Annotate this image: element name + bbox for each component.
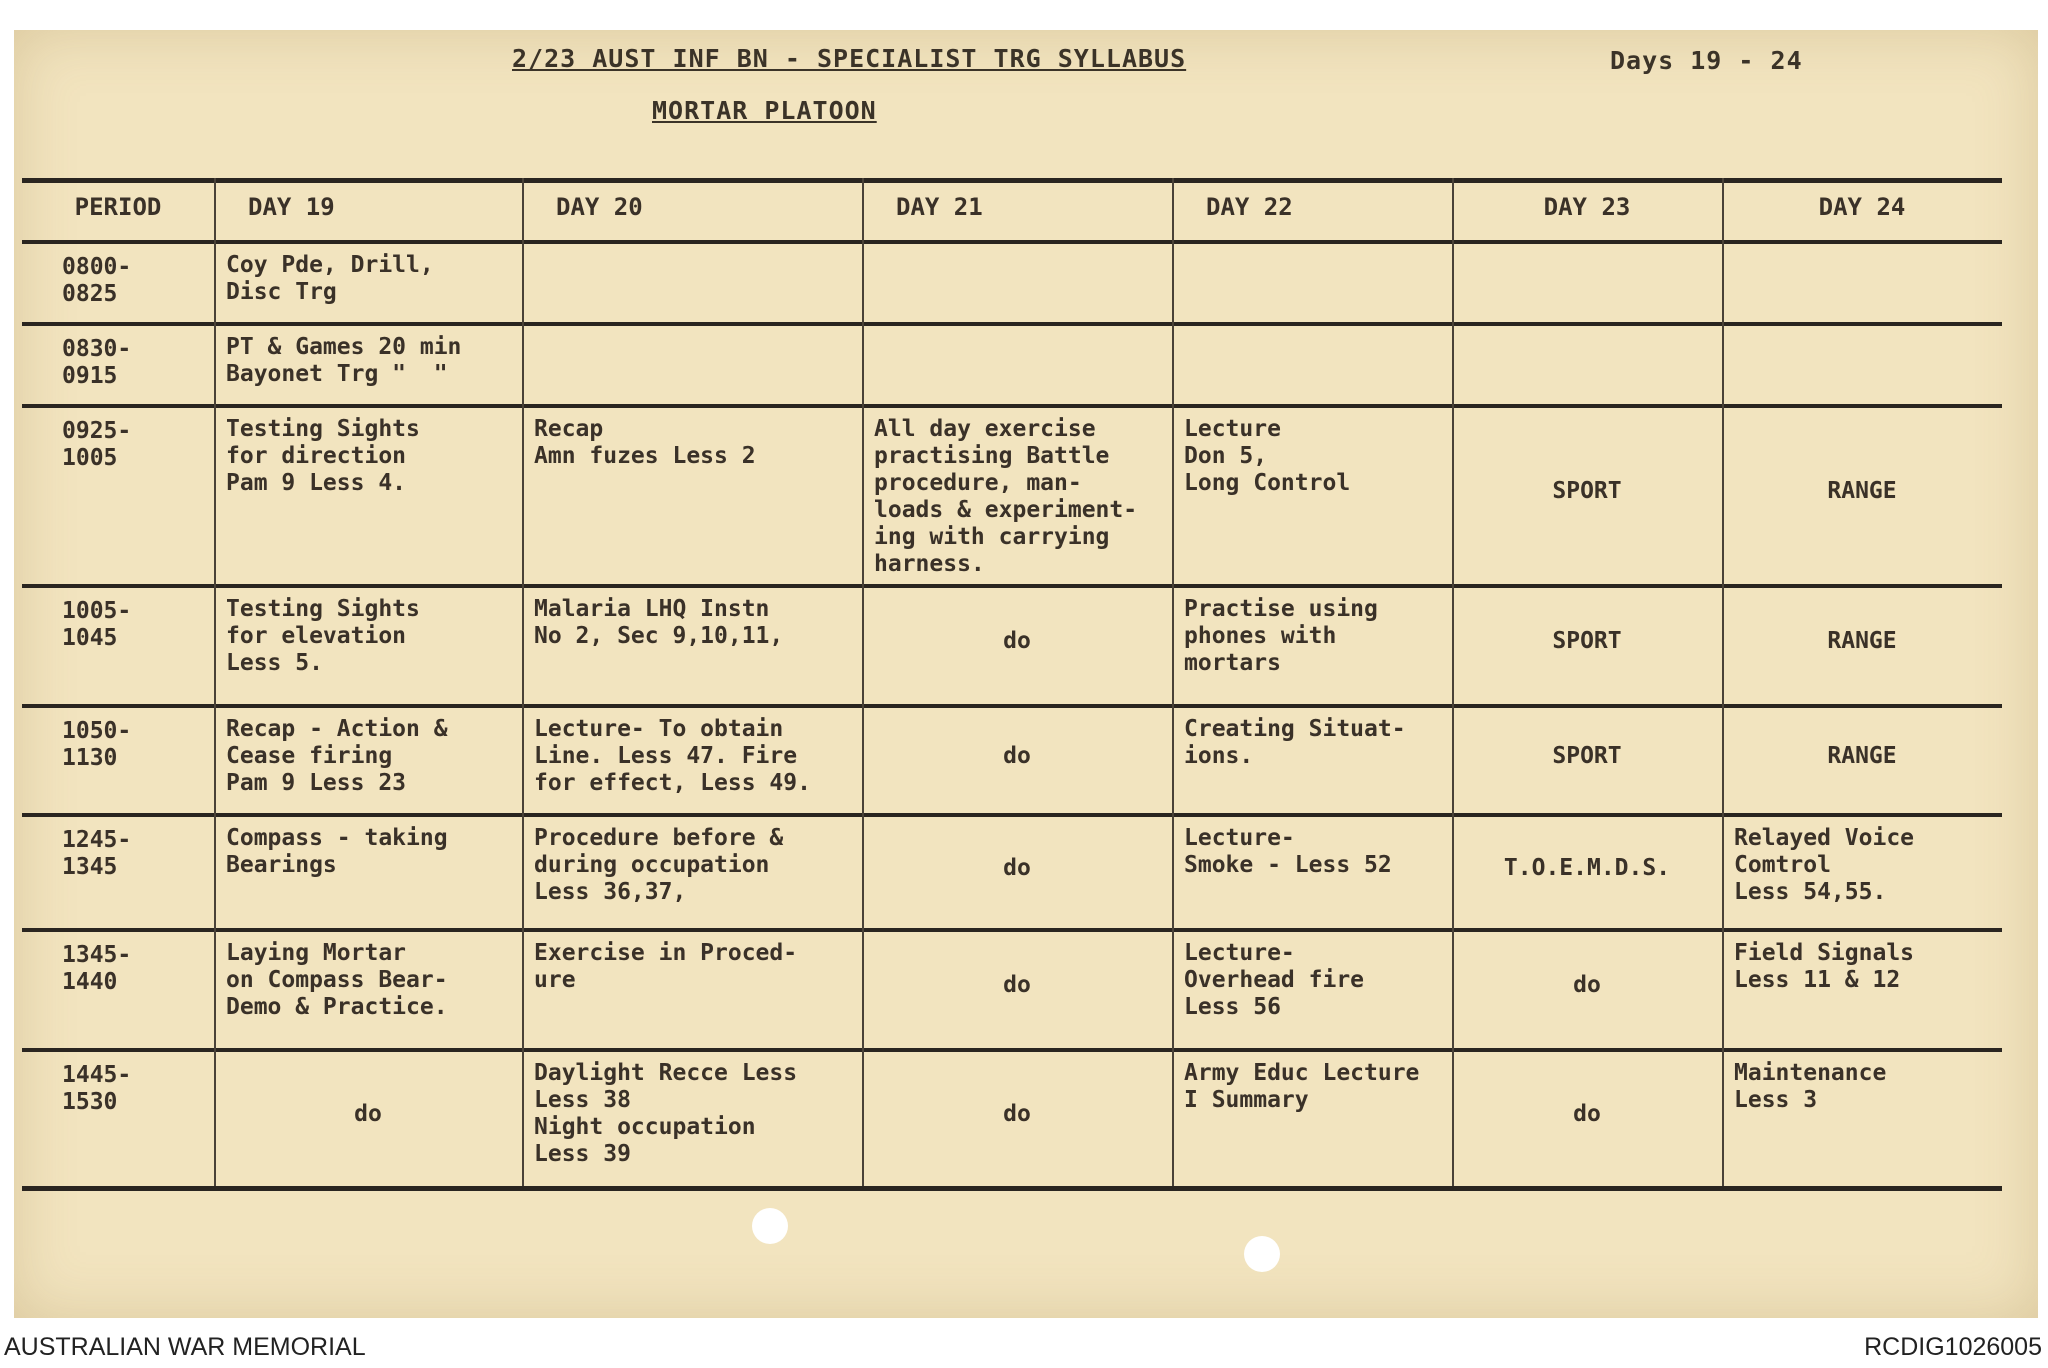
period-cell: 0925- 1005 xyxy=(62,418,132,471)
table-cell: Testing Sights for elevation Less 5. xyxy=(226,596,420,676)
footer-credit: AUSTRALIAN WAR MEMORIAL xyxy=(4,1333,366,1361)
table-cell: do xyxy=(1003,628,1031,654)
period-cell: 0830- 0915 xyxy=(62,336,132,389)
column-header: DAY 22 xyxy=(1206,193,1293,221)
table-cell: Lecture Don 5, Long Control xyxy=(1184,416,1351,496)
table-cell: Coy Pde, Drill, Disc Trg xyxy=(226,252,434,305)
table-cell: Recap - Action & Cease firing Pam 9 Less 23 xyxy=(226,716,448,796)
column-header: DAY 19 xyxy=(248,193,335,221)
table-cell: Recap Amn fuzes Less 2 xyxy=(534,416,756,469)
document-title: 2/23 AUST INF BN - SPECIALIST TRG SYLLABUS xyxy=(512,44,1187,73)
table-cell: RANGE xyxy=(1827,628,1897,654)
table-cell: do xyxy=(1003,972,1031,998)
table-cell: do xyxy=(354,1101,382,1127)
table-cell: do xyxy=(1003,854,1031,881)
table-cell: Testing Sights for direction Pam 9 Less 4. xyxy=(226,416,420,496)
table-cell: PT & Games 20 min Bayonet Trg " " xyxy=(226,334,462,387)
table-cell: Daylight Recce Less Less 38 Night occupation Less 39 xyxy=(534,1060,798,1167)
table-column-divider xyxy=(214,178,216,1186)
table-rule xyxy=(22,322,2002,326)
table-cell: Exercise in Proced- ure xyxy=(534,940,798,993)
table-cell: do xyxy=(1573,972,1601,998)
table-column-divider xyxy=(862,178,864,1186)
table-cell: RANGE xyxy=(1827,742,1897,769)
table-cell: SPORT xyxy=(1552,628,1622,654)
table-rule xyxy=(22,178,2002,183)
document-subtitle: MORTAR PLATOON xyxy=(652,96,877,125)
table-cell: Procedure before & during occupation Less 36,37, xyxy=(534,825,784,905)
table-rule xyxy=(22,704,2002,708)
punch-hole xyxy=(1244,1236,1280,1272)
table-cell: SPORT xyxy=(1552,742,1622,769)
table-rule xyxy=(22,240,2002,244)
table-cell: Malaria LHQ Instn No 2, Sec 9,10,11, xyxy=(534,596,784,649)
table-cell: Field Signals Less 11 & 12 xyxy=(1734,940,1915,993)
table-cell: Maintenance Less 3 xyxy=(1734,1060,1887,1113)
period-cell: 1050- 1130 xyxy=(62,718,132,771)
period-cell: 1245- 1345 xyxy=(62,827,132,880)
table-cell: All day exercise practising Battle procedure, man- loads & experiment- ing with carrying harness. xyxy=(874,416,1138,577)
table-cell: T.O.E.M.D.S. xyxy=(1503,854,1671,881)
table-cell: Laying Mortar on Compass Bear- Demo & Practice. xyxy=(226,940,448,1020)
table-rule xyxy=(22,584,2002,588)
table-cell: RANGE xyxy=(1827,478,1897,504)
table-rule xyxy=(22,1048,2002,1052)
table-rule xyxy=(22,404,2002,408)
period-cell: 1445- 1530 xyxy=(62,1062,132,1115)
column-header: DAY 24 xyxy=(1818,193,1906,221)
table-cell: Practise using phones with mortars xyxy=(1184,596,1378,676)
days-range: Days 19 - 24 xyxy=(1610,46,1803,75)
table-cell: Lecture- To obtain Line. Less 47. Fire for effect, Less 49. xyxy=(534,716,811,796)
table-cell: Creating Situat- ions. xyxy=(1184,716,1406,769)
table-cell: Relayed Voice Comtrol Less 54,55. xyxy=(1734,825,1915,905)
punch-hole xyxy=(752,1208,788,1244)
table-cell: Army Educ Lecture I Summary xyxy=(1184,1060,1420,1113)
table-column-divider xyxy=(1172,178,1174,1186)
period-cell: 0800- 0825 xyxy=(62,254,132,307)
table-cell: do xyxy=(1003,1101,1031,1127)
table-rule xyxy=(22,813,2002,817)
table-cell: Lecture- Overhead fire Less 56 xyxy=(1184,940,1365,1020)
column-header: PERIOD xyxy=(74,193,162,221)
table-rule xyxy=(22,928,2002,932)
period-cell: 1345- 1440 xyxy=(62,942,132,995)
period-cell: 1005- 1045 xyxy=(62,598,132,651)
table-cell: Lecture- Smoke - Less 52 xyxy=(1184,825,1392,878)
column-header: DAY 23 xyxy=(1543,193,1631,221)
table-cell: do xyxy=(1573,1101,1601,1127)
column-header: DAY 20 xyxy=(556,193,643,221)
table-column-divider xyxy=(1452,178,1454,1186)
table-rule xyxy=(22,1186,2002,1191)
footer-id: RCDIG1026005 xyxy=(1864,1333,2042,1361)
table-cell: SPORT xyxy=(1552,478,1622,504)
column-header: DAY 21 xyxy=(896,193,983,221)
table-cell: do xyxy=(1003,742,1031,769)
table-column-divider xyxy=(522,178,524,1186)
table-cell: Compass - taking Bearings xyxy=(226,825,448,878)
table-column-divider xyxy=(1722,178,1724,1186)
